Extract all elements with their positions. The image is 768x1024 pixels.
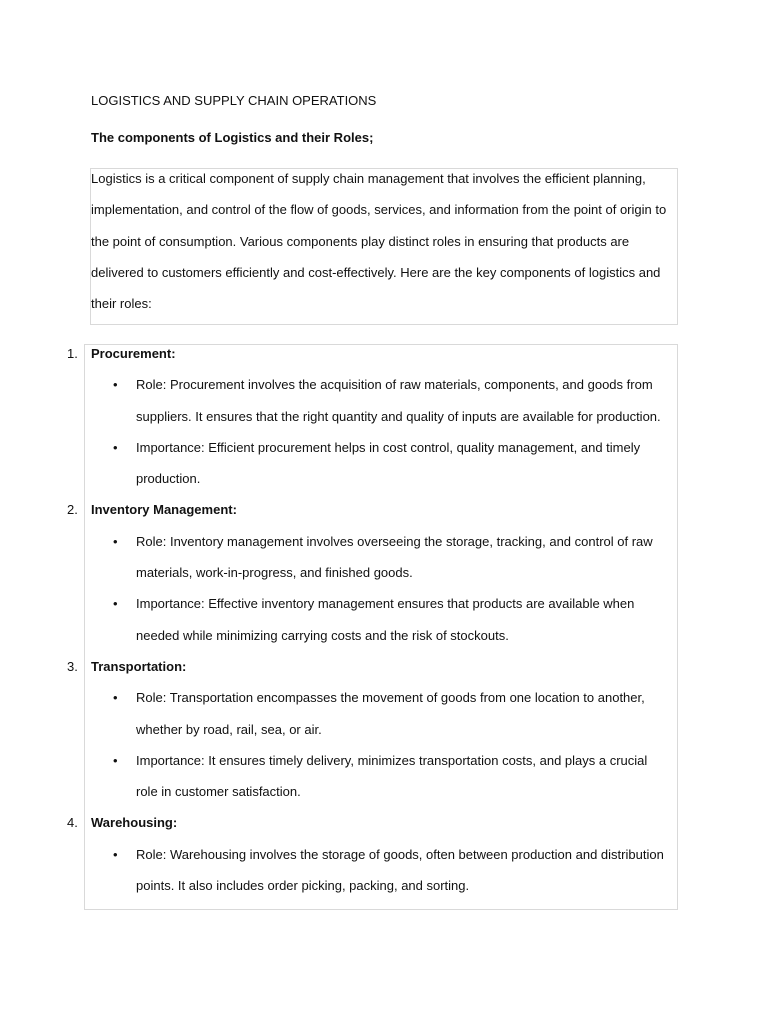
item-number: 3.	[67, 658, 78, 674]
bullet-icon: •	[113, 439, 118, 455]
item-heading: Warehousing:	[91, 815, 178, 831]
item-number: 2.	[67, 502, 78, 518]
bullet-icon: •	[113, 752, 118, 768]
sub-item-text: Importance: Effective inventory management ensures that products are available when needed while minimizing carrying costs and the risk of stockouts.	[136, 596, 635, 643]
sub-list	[85, 526, 677, 651]
sub-item	[85, 526, 677, 589]
sub-list	[85, 369, 677, 494]
sub-item	[85, 745, 677, 808]
sub-item-text: Role: Transportation encompasses the movement of goods from one location to another, whether by road, rail, sea, or air.	[136, 690, 645, 737]
item-heading: Transportation:	[91, 658, 187, 674]
list-item	[67, 807, 677, 901]
sub-item-text: Importance: It ensures timely delivery, minimizes transportation costs, and plays a crucial role in customer satisfaction.	[136, 752, 648, 800]
components-list-box	[67, 344, 678, 910]
sub-item-text: Role: Inventory management involves overseeing the storage, tracking, and control of raw materials, work-in-progress, and finished goods.	[136, 533, 653, 581]
document-subtitle: The components of Logistics and their Roles;	[91, 130, 374, 145]
list-item	[67, 338, 677, 494]
item-number: 4.	[67, 815, 78, 831]
sub-list	[85, 839, 677, 902]
components-list	[67, 345, 677, 901]
sub-item-text: Importance: Efficient procurement helps in cost control, quality management, and timely production.	[136, 439, 641, 487]
list-item	[67, 494, 677, 650]
bullet-icon: •	[113, 377, 118, 393]
bullet-icon: •	[113, 846, 118, 862]
sub-item	[85, 682, 677, 745]
bullet-icon: •	[113, 690, 118, 706]
sub-item	[85, 432, 677, 495]
sub-item-text: Role: Procurement involves the acquisition of raw materials, components, and goods from suppliers. It ensures that the right quantity and quality of inputs are available for production.	[136, 377, 661, 424]
item-heading: Inventory Management:	[91, 502, 237, 518]
sub-item	[85, 839, 677, 902]
sub-item	[85, 369, 677, 432]
item-heading: Procurement:	[91, 346, 176, 361]
sub-list	[85, 682, 677, 807]
item-number: 1.	[67, 346, 78, 361]
sub-item	[85, 588, 677, 651]
bullet-icon: •	[113, 596, 118, 612]
bullet-icon: •	[113, 533, 118, 549]
sub-item-text: Role: Warehousing involves the storage of goods, often between production and distribution points. It also includes order picking, packing, and sorting.	[136, 846, 664, 894]
intro-box	[90, 168, 678, 325]
document-title: LOGISTICS AND SUPPLY CHAIN OPERATIONS	[91, 93, 377, 108]
list-item	[67, 651, 677, 807]
intro-paragraph: Logistics is a critical component of supply chain management that involves the efficient planning, implementation, and control of the flow of goods, services, and information from the point of origin to the point of consumption. Various components play distinct roles in ensuring that products are delivered to customers efficiently and cost-effectively. Here are the key components of logistics and their roles:	[91, 171, 667, 312]
